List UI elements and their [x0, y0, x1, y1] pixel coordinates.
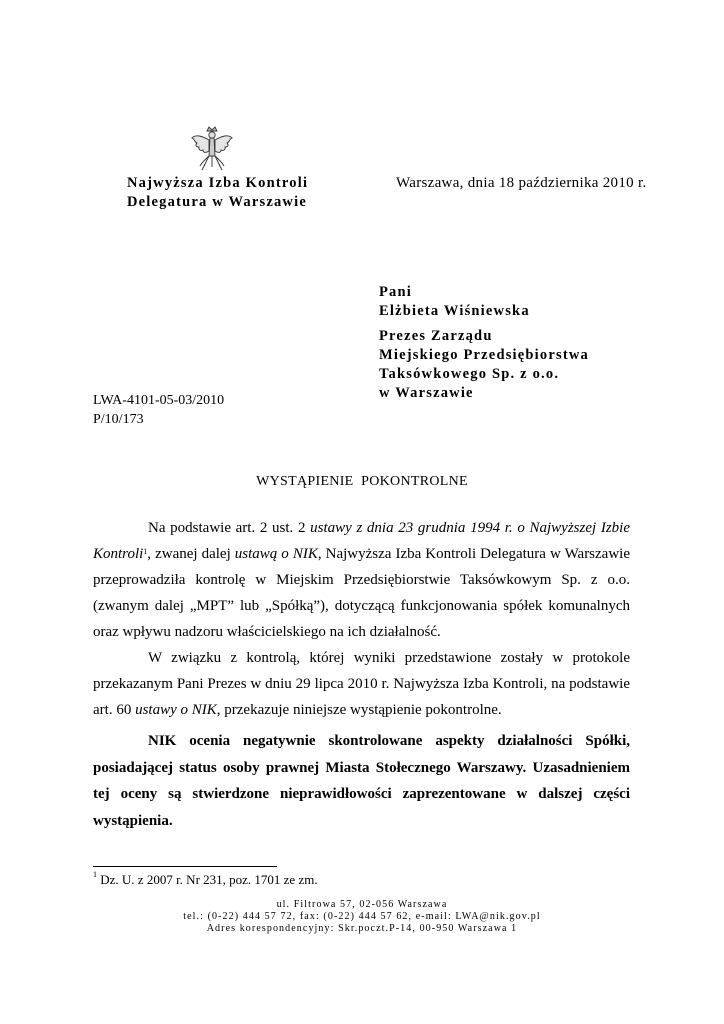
document-title: WYSTĄPIENIE POKONTROLNE [256, 474, 468, 489]
sender-block [127, 174, 308, 212]
reference-block [93, 391, 224, 429]
paragraph-text: , Najwyższa Izba Kontroli Delegatura w Warszawie przeprowadziła kontrolę w Miejskim Przedsiębiorstwie Taksówkowym Sp. z o.o. (zwanym dalej „MPT” lub „Spółką”), dotyczącą funkcjonowania spółek komunalnych oraz wpływu nadzoru właścicielskiego na ich działalność. [93, 546, 630, 640]
recipient-name: Elżbieta Wiśniewska [379, 303, 530, 319]
paragraph-protocol [93, 645, 630, 723]
reference-code: P/10/173 [93, 412, 144, 427]
footnote-reference[interactable]: 1 [143, 547, 148, 556]
sender-department: Delegatura w Warszawie [127, 194, 307, 210]
footer-address: ul. Filtrowa 57, 02-056 Warszawa [276, 899, 448, 910]
footnote-divider [93, 866, 277, 867]
paragraph-text: , zwanej dalej [147, 546, 235, 562]
recipient-city: w Warszawie [379, 385, 474, 401]
law-citation: ustawy z dnia 23 grudnia 1994 r. o Najwyższej Izbie Kontroli [93, 520, 630, 562]
footer-postal: Adres korespondencyjny: Skr.poczt.P-14, 00-950 Warszawa 1 [206, 923, 518, 934]
paragraph-text: , przekazuje niniejsze wystąpienie pokontrolne. [216, 702, 502, 718]
paragraph-text: W związku z kontrolą, której wyniki przedstawione zostały w protokole przekazanym Pani Prezes w dniu 29 lipca 2010 r. Najwyższa Izba Kontroli, na podstawie art. 60 [93, 650, 630, 718]
footnote-text: Dz. U. z 2007 r. Nr 231, poz. 1701 ze zm. [97, 872, 318, 887]
paragraph-legal-basis [93, 515, 630, 645]
recipient-position: Prezes Zarządu [379, 328, 493, 344]
recipient-company-line2: Taksówkowego Sp. z o.o. [379, 366, 560, 382]
law-short-name: ustawą o NIK [234, 546, 318, 562]
paragraph-assessment: NIK ocenia negatywnie skontrolowane aspekty działalności Spółki, posiadającej status osoby prawnej Miasta Stołecznego Warszawy. Uzasadnieniem tej oceny są stwierdzone nieprawidłowości zaprezentowane w dalszej części wystąpienia. [93, 733, 630, 829]
reference-number: LWA-4101-05-03/2010 [93, 393, 225, 408]
recipient-company-line1: Miejskiego Przedsiębiorstwa [379, 347, 589, 363]
footnote [93, 872, 318, 888]
polish-eagle-emblem-icon [190, 126, 234, 172]
sender-institution: Najwyższa Izba Kontroli [127, 175, 309, 191]
footer-contact: tel.: (0-22) 444 57 72, fax: (0-22) 444 57 62, e-mail: LWA@nik.gov.pl [183, 911, 541, 922]
page-footer [0, 899, 724, 935]
footnote-mark: 1 [93, 870, 97, 879]
recipient-block [379, 283, 589, 403]
law-short-name: ustawy o NIK [135, 702, 217, 718]
recipient-salutation: Pani [379, 284, 412, 300]
letter-date: Warszawa, dnia 18 października 2010 r. [396, 175, 647, 191]
paragraph-text: Na podstawie art. 2 ust. 2 [148, 520, 311, 536]
